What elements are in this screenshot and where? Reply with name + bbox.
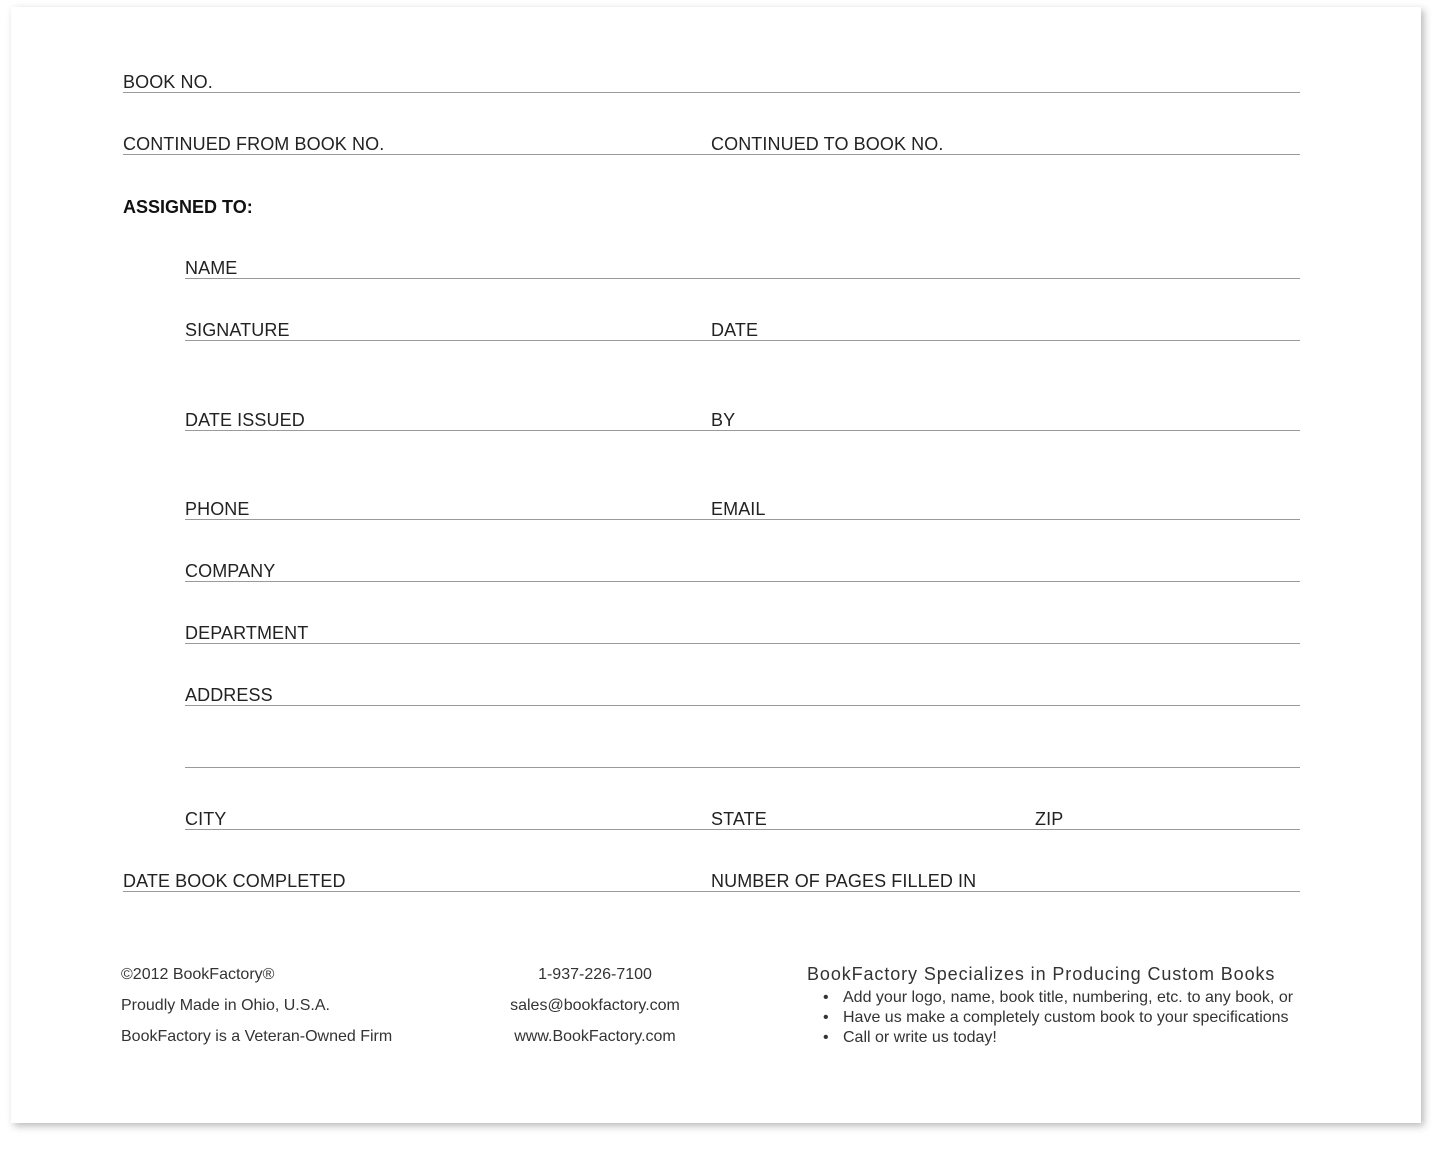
- company-label: COMPANY: [185, 561, 276, 581]
- date-completed-field[interactable]: [123, 866, 711, 892]
- name-field[interactable]: [185, 253, 1300, 279]
- by-field[interactable]: [711, 405, 1300, 431]
- continued-to-field[interactable]: [711, 129, 1300, 155]
- footer-website-link[interactable]: www.BookFactory.com: [514, 1028, 676, 1045]
- pages-filled-field[interactable]: [711, 866, 1300, 892]
- promo-item: [823, 988, 1293, 1008]
- company-field[interactable]: [185, 556, 1300, 582]
- date-label: DATE: [711, 320, 759, 340]
- zip-field[interactable]: [1035, 804, 1300, 830]
- by-label: BY: [711, 410, 736, 430]
- promo-list: [823, 988, 1293, 1048]
- footer-copyright: ©2012 BookFactory®: [121, 966, 275, 983]
- phone-field[interactable]: [185, 494, 711, 520]
- email-label: EMAIL: [711, 499, 766, 519]
- book-no-field[interactable]: [123, 67, 1300, 93]
- promo-item-text: Call or write us today!: [843, 1029, 997, 1046]
- state-label: STATE: [711, 809, 767, 829]
- date-issued-label: DATE ISSUED: [185, 410, 305, 430]
- date-issued-field[interactable]: [185, 405, 711, 431]
- form-page: [11, 7, 1421, 1123]
- signature-label: SIGNATURE: [185, 320, 290, 340]
- city-field[interactable]: [185, 804, 711, 830]
- promo-item: [823, 1028, 1293, 1048]
- continued-to-label: CONTINUED TO BOOK NO.: [711, 134, 944, 154]
- promo-item: [823, 1008, 1293, 1028]
- email-field[interactable]: [711, 494, 1300, 520]
- assigned-to-heading: ASSIGNED TO:: [123, 197, 253, 217]
- promo-item-text: Add your logo, name, book title, numbering, etc. to any book, or: [843, 989, 1294, 1006]
- signature-field[interactable]: [185, 315, 711, 341]
- state-field[interactable]: [711, 804, 1035, 830]
- footer-phone: 1-937-226-7100: [538, 966, 652, 983]
- date-field[interactable]: [711, 315, 1300, 341]
- continued-from-field[interactable]: [123, 129, 711, 155]
- footer-email-link[interactable]: sales@bookfactory.com: [510, 997, 680, 1014]
- continued-from-label: CONTINUED FROM BOOK NO.: [123, 134, 385, 154]
- department-field[interactable]: [185, 618, 1300, 644]
- footer-made-in: Proudly Made in Ohio, U.S.A.: [121, 997, 330, 1014]
- date-completed-label: DATE BOOK COMPLETED: [123, 871, 346, 891]
- address-line-2-field[interactable]: [185, 742, 1300, 768]
- promo-item-text: Have us make a completely custom book to your specifications: [843, 1009, 1289, 1026]
- address-label: ADDRESS: [185, 685, 273, 705]
- promo-title: BookFactory Specializes in Producing Custom Books: [807, 964, 1276, 984]
- footer-veteran: BookFactory is a Veteran-Owned Firm: [121, 1028, 393, 1045]
- city-label: CITY: [185, 809, 227, 829]
- zip-label: ZIP: [1035, 809, 1064, 829]
- address-field[interactable]: [185, 680, 1300, 706]
- department-label: DEPARTMENT: [185, 623, 309, 643]
- phone-label: PHONE: [185, 499, 250, 519]
- name-label: NAME: [185, 258, 238, 278]
- pages-filled-label: NUMBER OF PAGES FILLED IN: [711, 871, 977, 891]
- book-no-label: BOOK NO.: [123, 72, 213, 92]
